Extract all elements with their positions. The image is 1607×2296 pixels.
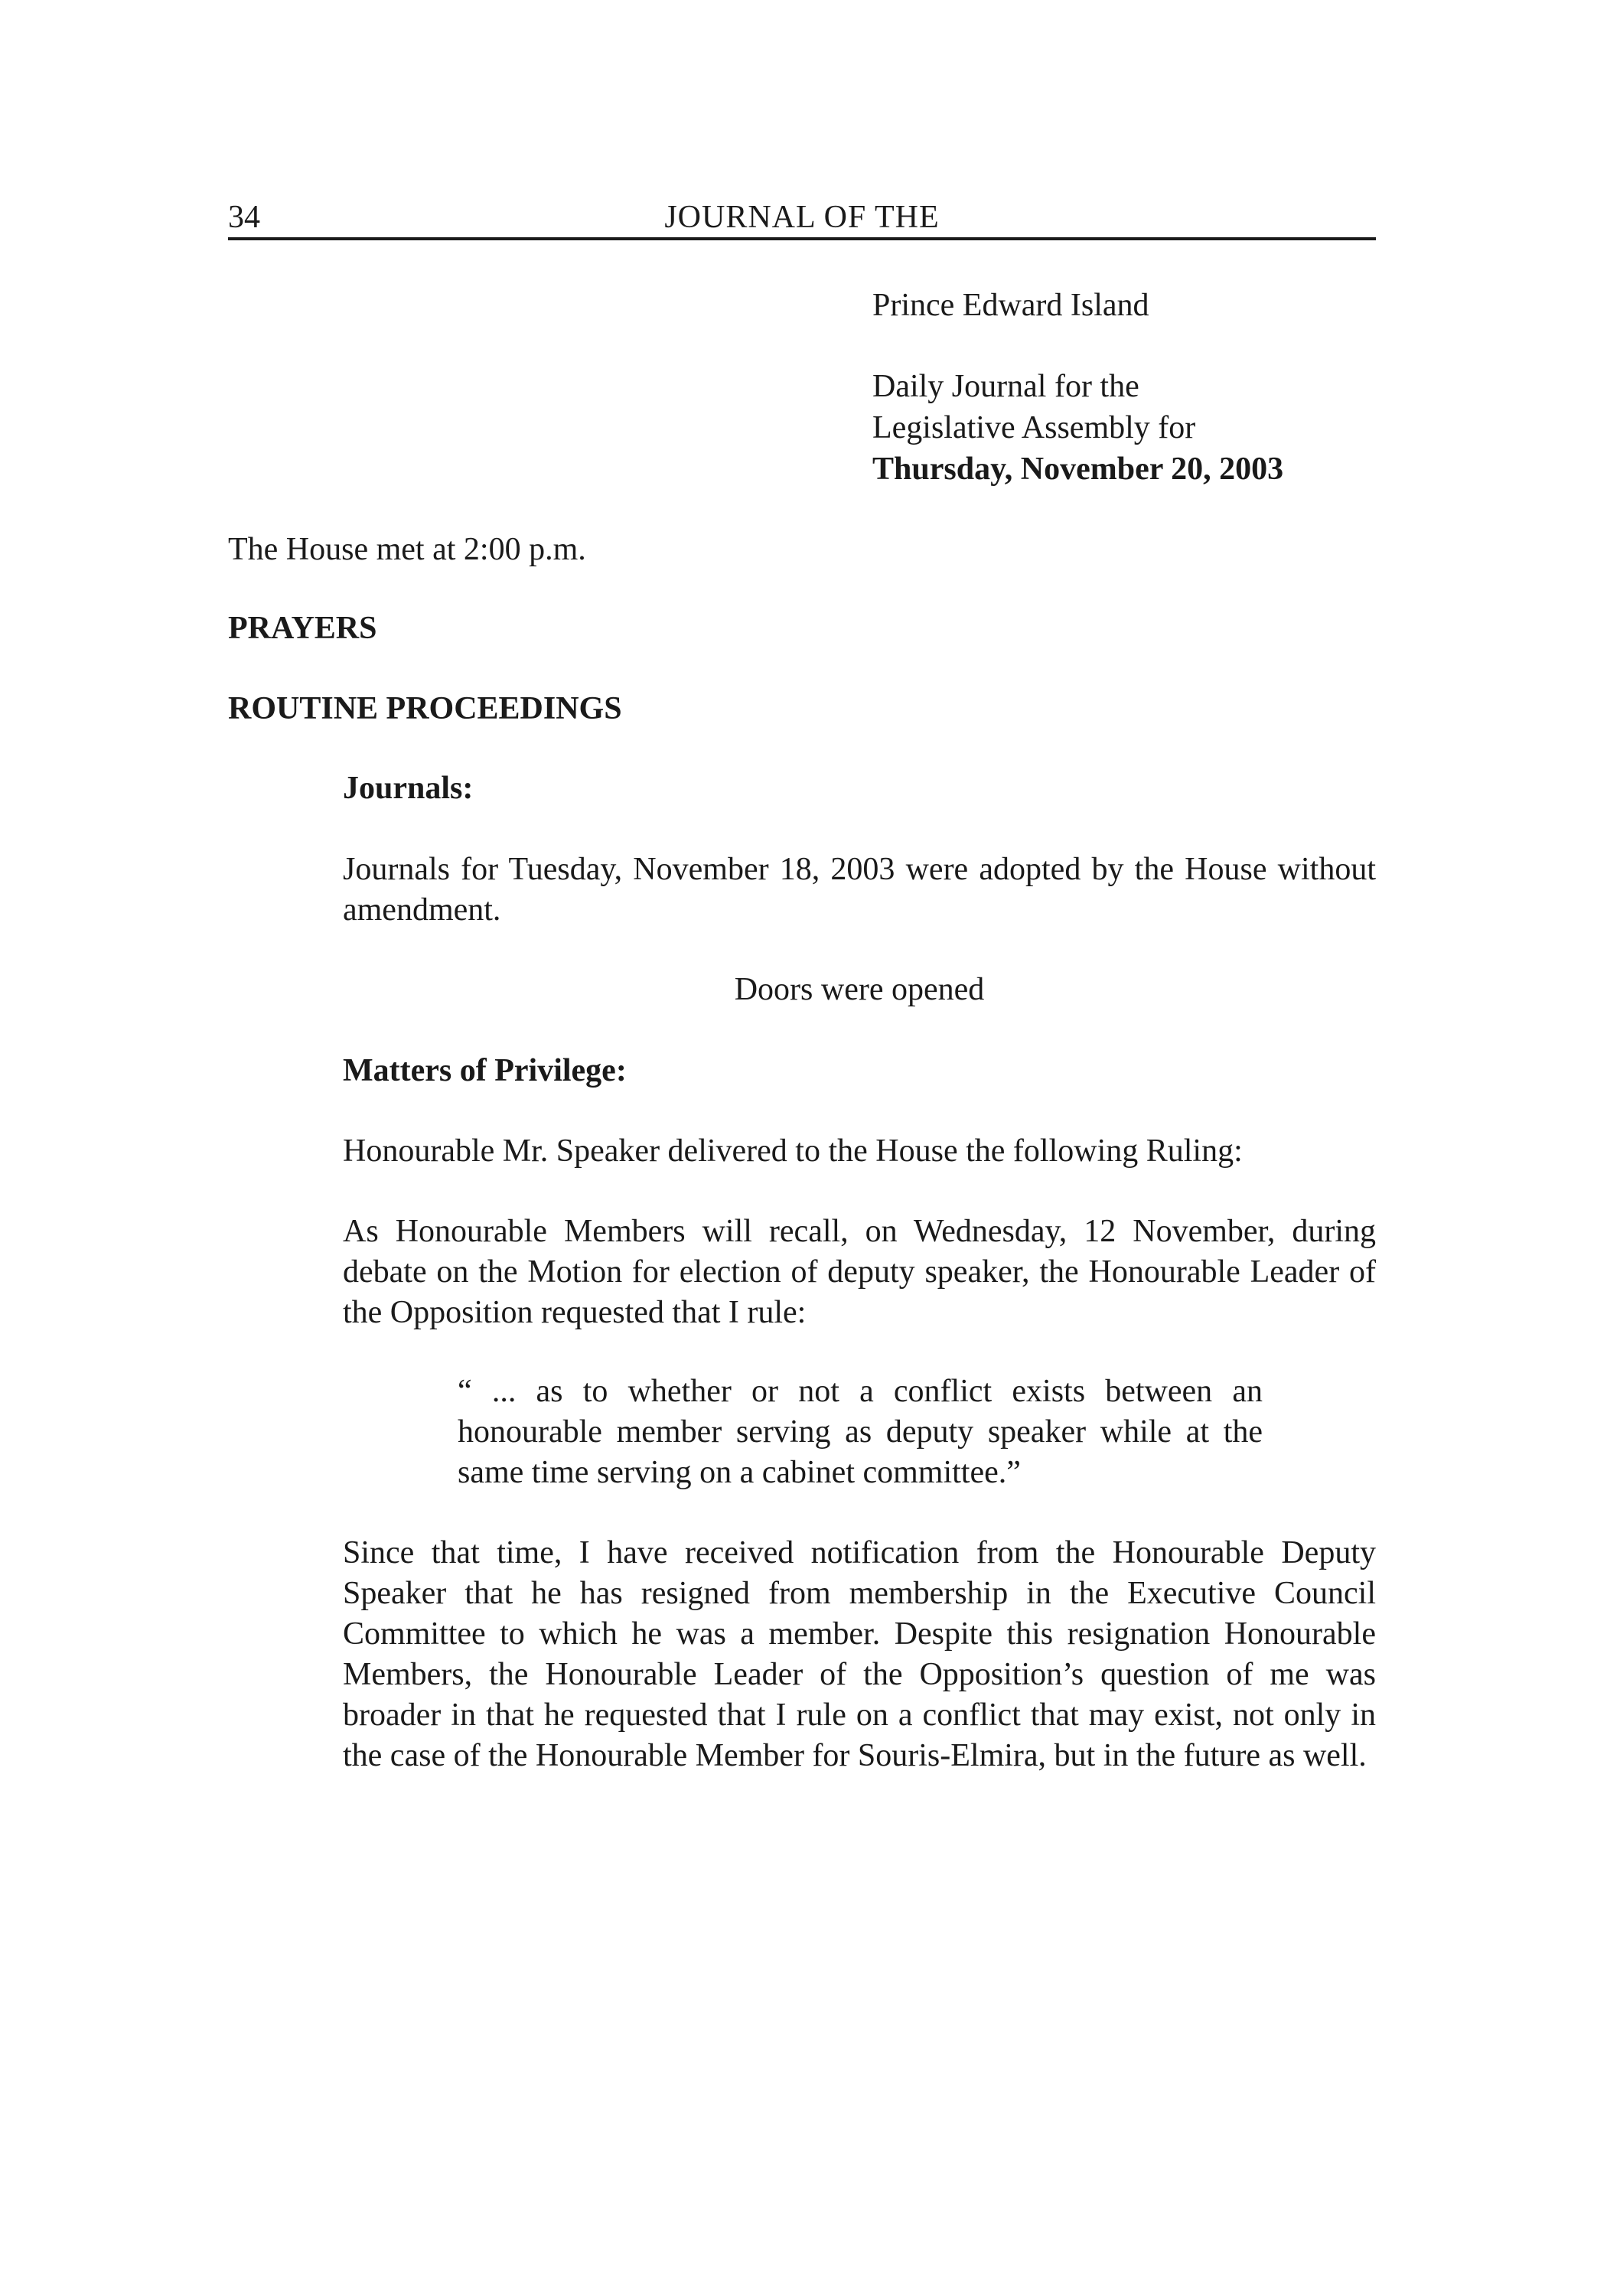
since-paragraph: Since that time, I have received notification from the Honourable Deputy Speaker that he has resigned from membership in the Executive Council Committee to which he was a member. Despite this resignation Honourable Members, the Honourable Leader of the Opposition’s question of me was broader in that he requested that I rule on a conflict that may exist, not only in the case of the Honourable Member for Souris-Elmira, but in the future as well. <box>343 1535 1376 1773</box>
doors-opened-text: Doors were opened <box>734 972 985 1007</box>
running-head-title: JOURNAL OF THE <box>664 200 940 235</box>
running-head <box>228 197 1376 240</box>
province-name: Prince Edward Island <box>872 288 1149 323</box>
sitting-date: Thursday, November 20, 2003 <box>872 452 1284 487</box>
journals-heading: Journals: <box>343 771 474 806</box>
house-met-text: The House met at 2:00 p.m. <box>228 532 586 567</box>
dateline-line-2: Legislative Assembly for <box>872 410 1196 445</box>
journals-paragraph: Journals for Tuesday, November 18, 2003 were adopted by the House without amendment. <box>343 852 1376 928</box>
dateline-line-1: Daily Journal for the <box>872 369 1139 404</box>
prayers-heading: PRAYERS <box>228 611 377 646</box>
dateline-block <box>872 366 1377 490</box>
ruling-intro: Honourable Mr. Speaker delivered to the House the following Ruling: <box>343 1133 1243 1169</box>
quoted-request: “ ... as to whether or not a conflict exists between an honourable member serving as deputy speaker while at the same time serving on a cabinet committee.” <box>458 1374 1263 1490</box>
recall-paragraph: As Honourable Members will recall, on Wednesday, 12 November, during debate on the Motion for election of deputy speaker, the Honourable Leader of the Opposition requested that I rule: <box>343 1214 1376 1330</box>
routine-proceedings-heading: ROUTINE PROCEEDINGS <box>228 691 622 726</box>
dateline-province <box>872 285 1377 326</box>
matters-of-privilege-heading: Matters of Privilege: <box>343 1053 627 1088</box>
page-number: 34 <box>228 200 260 235</box>
